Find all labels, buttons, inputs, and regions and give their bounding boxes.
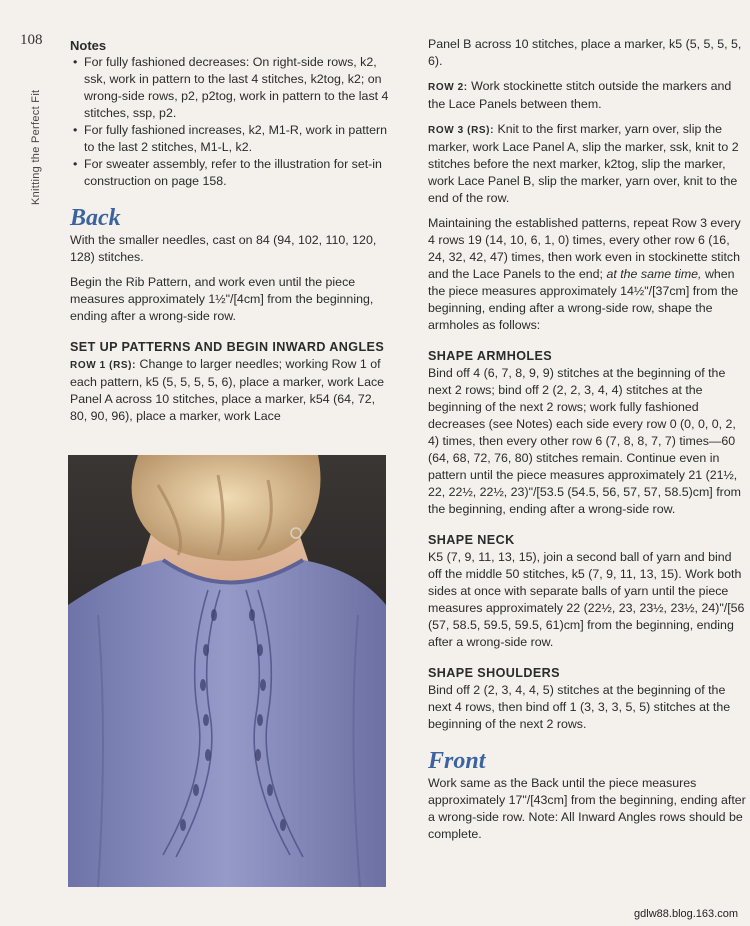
sweater-back-photo <box>68 455 386 887</box>
row3-text: Knit to the first marker, yarn over, slip the marker, work Lace Panel A, slip the marker, ssk, knit to 2 stitches before the next marker, k2tog, slip the marker, work Lace Panel B, slip the marker, yarn over, knit to the end of the row. <box>428 122 739 205</box>
shape-armholes-heading: SHAPE ARMHOLES <box>428 349 553 363</box>
maintain-paragraph <box>428 215 746 334</box>
front-title: Front <box>428 748 486 774</box>
neck-paragraph: K5 (7, 9, 11, 13, 15), join a second ball of yarn and bind off the middle 50 stitches, k5 (7, 9, 11, 13, 15). Work both sides at once with separate balls of yarn until the piece measures approximately 22 (22½, 23, 23½, 23½, 24)"/[56 (57, 58.5, 59.5, 59.5, 61)cm] from the beginning, ending after a wrong-side row. <box>428 550 745 649</box>
shape-shoulders-heading: SHAPE SHOULDERS <box>428 666 560 680</box>
armholes-paragraph: Bind off 4 (6, 7, 8, 9, 9) stitches at the beginning of the next 2 rows; bind off 2 (2, 2, 3, 4, 4) stitches at the beginning of the next 2 rows; work fully fashioned decreases (see Notes) each side every row 0 (0, 0, 0, 2, 4) times, then every other row 6 (7, 8, 8, 7, 7) times—60 (64, 68, 72, 76, 80) stitches remain. Continue even in pattern until the piece measures approximately 21 (21½, 22, 22½, 22½, 23)"/[53.5 (54.5, 56, 57, 57, 58.5)cm] from the beginning, ending after a wrong-side row. <box>428 366 741 516</box>
page-number: 108 <box>20 32 43 48</box>
row3-paragraph <box>428 121 746 207</box>
left-column <box>70 36 390 425</box>
back-cast-on-paragraph: With the smaller needles, cast on 84 (94, 102, 110, 120, 128) stitches. <box>70 233 377 264</box>
running-title: Knitting the Perfect Fit <box>30 89 42 205</box>
front-paragraph: Work same as the Back until the piece measures approximately 17"/[43cm] from the beginning, ending after a wrong-side row. Note: All Inward Angles rows should be complete. <box>428 776 746 841</box>
notes-title: Notes <box>70 38 107 53</box>
note-item: • For fully fashioned decreases: On right-side rows, k2, ssk, work in pattern to the last 4 stitches, k2tog, k2; on wrong-side rows, p2, p2tog, work in pattern to the last 4 stitches, ssp, p2. <box>73 55 389 120</box>
row2-paragraph <box>428 78 746 113</box>
row1-continuation: Panel B across 10 stitches, place a marker, k5 (5, 5, 5, 5, 6). <box>428 37 742 68</box>
row3-label: ROW 3 (RS): <box>428 125 495 136</box>
row1-label: ROW 1 (RS): <box>70 360 137 371</box>
shape-neck-heading: SHAPE NECK <box>428 533 515 547</box>
back-title: Back <box>70 205 121 231</box>
maintain-italic: at the same time, <box>606 267 702 281</box>
notes-list <box>70 54 390 190</box>
back-rib-paragraph: Begin the Rib Pattern, and work even until the piece measures approximately 1½"/[4cm] from the beginning, ending after a wrong-side row. <box>70 275 374 323</box>
sweater-body <box>68 560 386 887</box>
row1-paragraph <box>70 356 390 425</box>
shoulders-paragraph: Bind off 2 (2, 3, 4, 4, 5) stitches at the beginning of the next 4 rows, then bind off 1 (3, 3, 3, 5, 5) stitches at the beginning of the next 2 rows. <box>428 683 731 731</box>
maintain-text: Maintaining the established patterns, repeat Row 3 every 4 rows 19 (14, 10, 6, 1, 0) times, every other row 6 (16, 24, 32, 42, 47) times, then work even in stockinette stitch and the Lace Panels to the end; <box>428 216 741 281</box>
setup-patterns-heading: SET UP PATTERNS AND BEGIN INWARD ANGLES <box>70 340 385 354</box>
row2-label: ROW 2: <box>428 82 468 93</box>
note-item: • For fully fashioned increases, k2, M1-R, work in pattern to the last 2 stitches, M1-L, k2. <box>73 123 388 154</box>
note-item: • For sweater assembly, refer to the illustration for set-in construction on page 158. <box>73 157 382 188</box>
row2-text: Work stockinette stitch outside the markers and the Lace Panels between them. <box>428 79 732 111</box>
right-column <box>428 36 746 843</box>
watermark: gdlw88.blog.163.com <box>634 908 738 920</box>
row1-text: Change to larger needles; working Row 1 of each pattern, k5 (5, 5, 5, 5, 6), place a marker, work Lace Panel A across 10 stitches, place a marker, k54 (64, 72, 80, 90, 96), place a marker, work Lace <box>70 357 385 423</box>
maintain-end: when the piece measures approximately 14½"/[37cm] from the beginning, ending after a wrong-side row, shape the armholes as follows: <box>428 267 739 332</box>
